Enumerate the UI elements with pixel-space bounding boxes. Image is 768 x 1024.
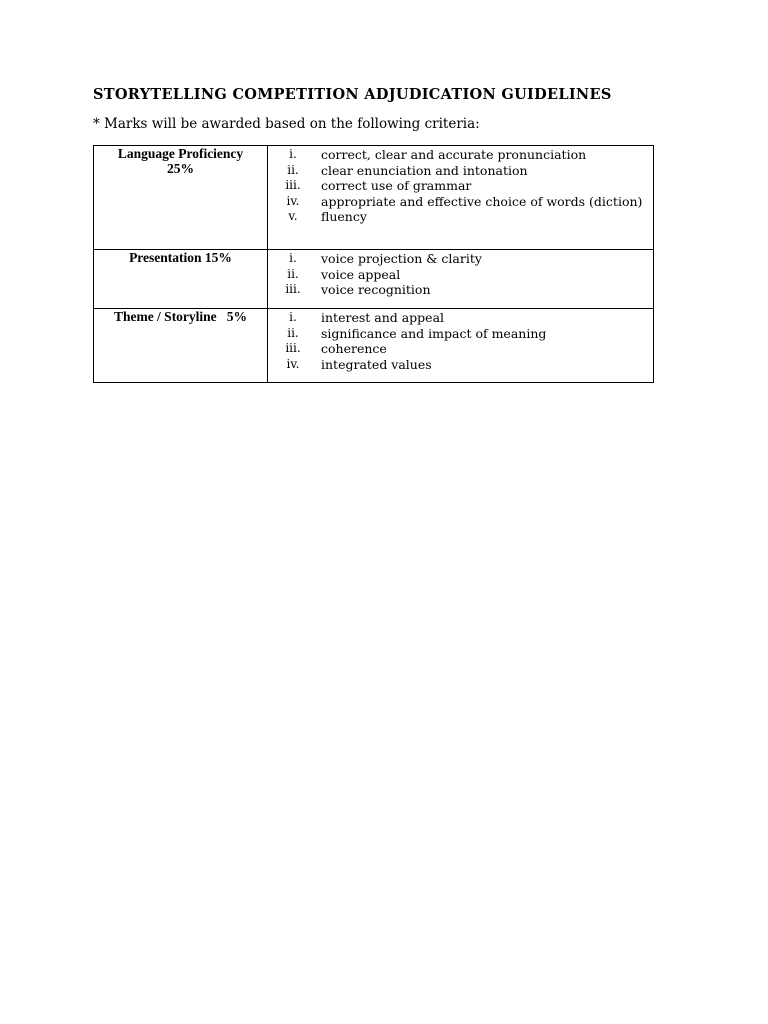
criterion-items-cell (268, 309, 654, 383)
criterion-name: Language Proficiency 25% (117, 146, 244, 176)
criterion-name-cell (94, 250, 268, 309)
item-numeral: ii. (287, 162, 299, 177)
criterion-items-cell (268, 146, 654, 250)
criteria-row-theme-storyline (94, 309, 654, 383)
item-text: fluency (321, 209, 367, 224)
item-text: voice projection & clarity (321, 251, 482, 266)
criterion-name: Theme / Storyline 5% (113, 309, 248, 324)
criterion-name-cell (94, 146, 268, 250)
document-title: STORYTELLING COMPETITION ADJUDICATION GUIDELINES (93, 86, 612, 103)
criterion-item (268, 326, 653, 342)
item-numeral: i. (289, 251, 297, 265)
item-text: voice appeal (321, 266, 401, 282)
item-numeral: i. (289, 310, 297, 324)
item-numeral: ii. (287, 266, 299, 281)
criterion-item-list (268, 250, 653, 298)
item-numeral: iii. (285, 341, 301, 355)
item-text: significance and impact of meaning (321, 325, 547, 341)
item-numeral: iv. (286, 356, 300, 371)
criterion-item (268, 209, 653, 225)
item-numeral: iii. (285, 282, 301, 296)
criterion-items-cell (268, 250, 654, 309)
criterion-item (268, 341, 653, 357)
item-numeral: iii. (285, 178, 301, 192)
criteria-row-presentation (94, 250, 654, 309)
criteria-table (93, 145, 654, 383)
criterion-name: Presentation 15% (129, 250, 232, 265)
item-text: clear enunciation and intonation (321, 162, 528, 178)
criterion-item-list (268, 146, 653, 225)
criterion-item (268, 267, 653, 283)
item-text: voice recognition (321, 282, 431, 297)
criterion-item (268, 251, 653, 267)
criterion-item (268, 310, 653, 326)
item-numeral: v. (288, 209, 298, 223)
criterion-item (268, 163, 653, 179)
criterion-item (268, 357, 653, 373)
criterion-name-cell (94, 309, 268, 383)
criterion-item (268, 178, 653, 194)
item-text: interest and appeal (321, 310, 445, 325)
criterion-item (268, 282, 653, 298)
item-text: correct use of grammar (321, 178, 472, 193)
item-numeral: ii. (287, 325, 299, 340)
criterion-item (268, 147, 653, 163)
criterion-item-list (268, 309, 653, 372)
criterion-item (268, 194, 653, 210)
item-text: coherence (321, 341, 387, 356)
item-text: correct, clear and accurate pronunciation (321, 147, 587, 162)
item-text: appropriate and effective choice of words (diction) (321, 193, 643, 209)
criteria-note: * Marks will be awarded based on the following criteria: (93, 116, 480, 132)
item-numeral: iv. (286, 193, 300, 208)
item-numeral: i. (289, 147, 297, 161)
criteria-row-language-proficiency (94, 146, 654, 250)
item-text: integrated values (321, 356, 432, 372)
